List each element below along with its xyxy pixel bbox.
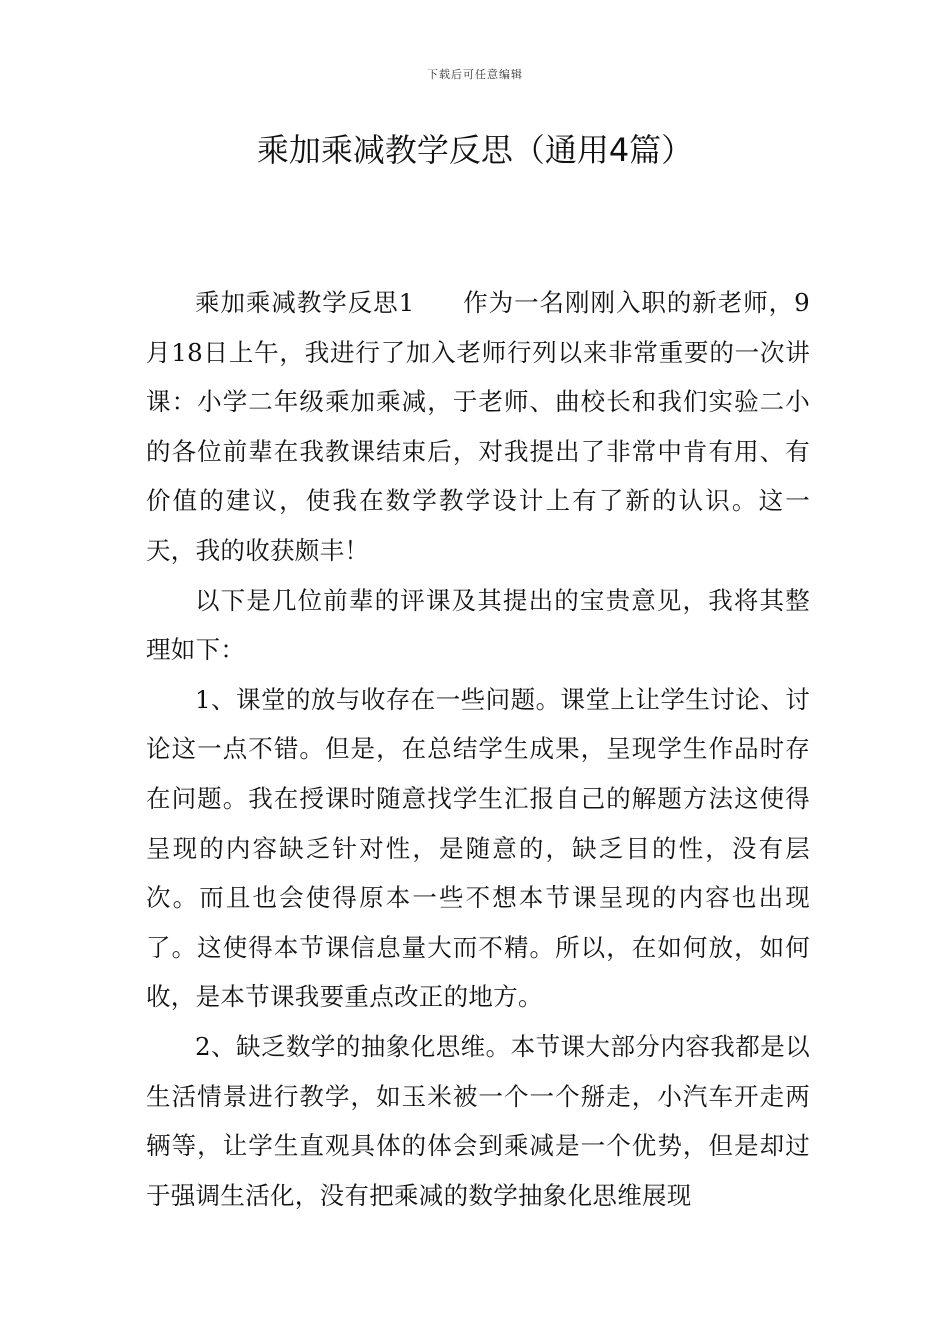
paragraph-3: 1、课堂的放与收存在一些问题。课堂上让学生讨论、讨论这一点不错。但是，在总结学生成果，呈现学生作品时存在问题。我在授课时随意找学生汇报自己的解题方法这使得呈现的内容缺乏针对性，是随意的，缺乏目的性，没有层次。而且也会使得原本一些不想本节课呈现的内容也出现了。这使得本节课信息量大而不精。所以，在如何放，如何收，是本节课我要重点改正的地方。 — [146, 684, 810, 1012]
header-note: 下载后可任意编辑 — [427, 68, 523, 81]
paragraph-1-text: 作为一名刚刚入职的新老师，9月18日上午，我进行了加入老师行列以来非常重要的一次讲课：小学二年级乘加乘减，于老师、曲校长和我们实验二小的各位前辈在我教课结束后，对我提出了非常中肯有用、有价值的建议，使我在数学教学设计上有了新的认识。这一天，我的收获颇丰！ — [146, 288, 810, 565]
document-title: 乘加乘减教学反思（通用4篇） — [256, 131, 694, 169]
paragraph-4: 2、缺乏数学的抽象化思维。本节课大部分内容我都是以生活情景进行教学，如玉米被一个一个掰走，小汽车开走两辆等，让学生直观具体的体会到乘减是一个优势，但是却过于强调生活化，没有把乘减的数学抽象化思维展现 — [146, 1031, 810, 1210]
paragraph-2: 以下是几位前辈的评课及其提出的宝贵意见，我将其整理如下： — [146, 585, 810, 665]
section-title: 乘加乘减教学反思1 — [195, 288, 415, 317]
document-body — [146, 278, 810, 1220]
paragraph-1 — [146, 278, 810, 576]
